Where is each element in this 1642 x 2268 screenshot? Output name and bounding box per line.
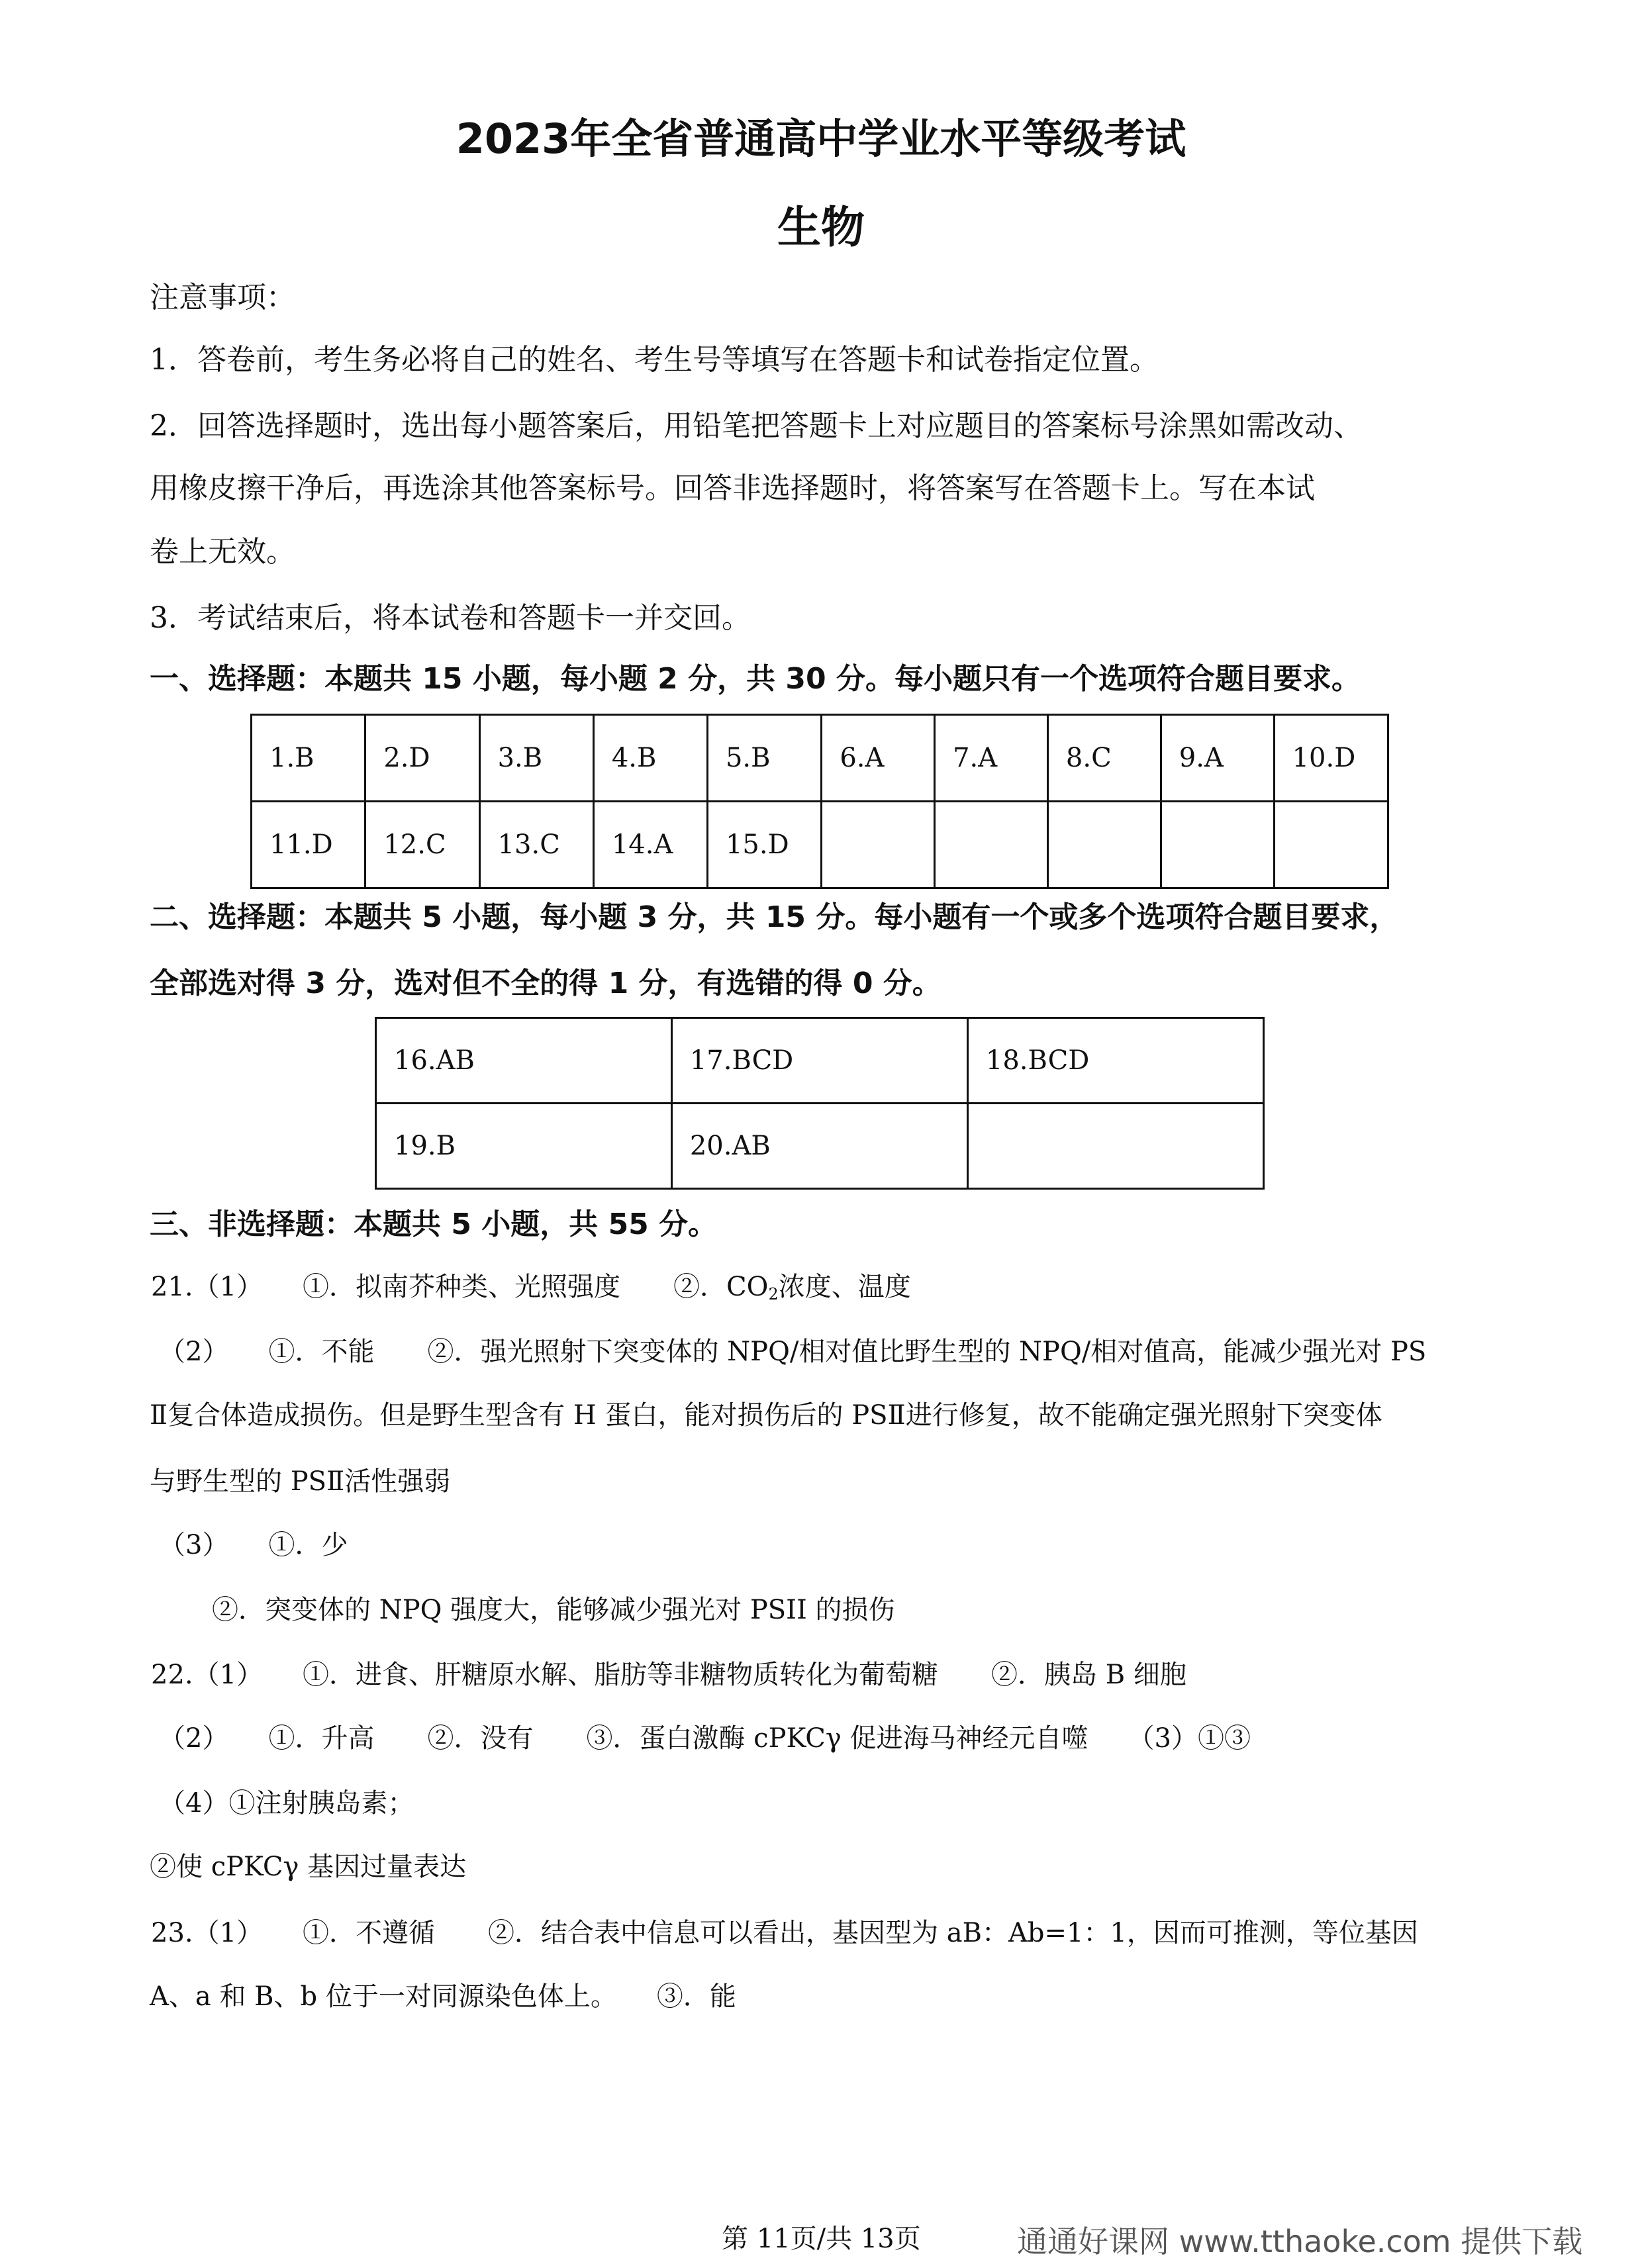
answer-cell: 7.A bbox=[935, 715, 1048, 802]
answer-cell bbox=[1274, 802, 1388, 888]
answer-21-2-line-1: （2） ①．不能 ②．强光照射下突变体的 NPQ/相对值比野生型的 NPQ/相对值高，能减少强光对 PS bbox=[159, 1337, 1427, 1367]
notice-item-2-line-3: 卷上无效。 bbox=[150, 535, 295, 569]
answer-cell: 5.B bbox=[707, 715, 821, 802]
watermark-text: 通通好课网 www.tthaoke.com 提供下载 bbox=[1017, 2224, 1583, 2259]
answer-cell: 4.B bbox=[593, 715, 707, 802]
table-row bbox=[252, 715, 1388, 802]
notice-heading: 注意事项： bbox=[150, 281, 295, 314]
answer-cell bbox=[822, 802, 935, 888]
answer-22-4-a: （4）①注射胰岛素； bbox=[159, 1788, 414, 1819]
answer-22-2: （2） ①．升高 ②．没有 ③．蛋白激酶 cPKCγ 促进海马神经元自噬 （3）①③ bbox=[159, 1723, 1251, 1754]
answer-23-line-2: A、a 和 B、b 位于一对同源染色体上。 ③．能 bbox=[150, 1981, 736, 2012]
answer-cell: 8.C bbox=[1047, 715, 1161, 802]
notice-item-2-line-1: 2．回答选择题时，选出每小题答案后，用铅笔把答题卡上对应题目的答案标号涂黑如需改动、 bbox=[150, 409, 1363, 443]
answer-cell: 19.B bbox=[376, 1104, 672, 1189]
section-2-heading-line-2: 全部选对得 3 分，选对但不全的得 1 分，有选错的得 0 分。 bbox=[150, 967, 942, 1000]
answer-cell bbox=[967, 1104, 1263, 1189]
answer-cell: 11.D bbox=[252, 802, 365, 888]
answer-cell: 20.AB bbox=[671, 1104, 967, 1189]
exam-title: 2023年全省普通高中学业水平等级考试 bbox=[456, 115, 1186, 163]
table-row bbox=[376, 1018, 1264, 1104]
answer-cell: 2.D bbox=[365, 715, 479, 802]
answer-cell: 13.C bbox=[479, 802, 593, 888]
answer-cell: 1.B bbox=[252, 715, 365, 802]
section-2-heading-line-1: 二、选择题：本题共 5 小题，每小题 3 分，共 15 分。每小题有一个或多个选项符合题目要求， bbox=[150, 900, 1399, 934]
co2-subscript: 2 bbox=[768, 1285, 779, 1303]
table-row bbox=[376, 1104, 1264, 1189]
table-row bbox=[252, 802, 1388, 888]
notice-item-1: 1．答卷前，考生务必将自己的姓名、考生号等填写在答题卡和试卷指定位置。 bbox=[150, 343, 1159, 377]
notice-item-3: 3．考试结束后，将本试卷和答题卡一并交回。 bbox=[150, 601, 751, 635]
answer-cell bbox=[1161, 802, 1274, 888]
notice-item-2-line-2: 用橡皮擦干净后，再选涂其他答案标号。回答非选择题时，将答案写在答题卡上。写在本试 bbox=[150, 471, 1315, 505]
answer-cell: 14.A bbox=[593, 802, 707, 888]
answer-cell: 16.AB bbox=[376, 1018, 672, 1104]
answer-cell: 6.A bbox=[822, 715, 935, 802]
answer-22-1: 22.（1） ①．进食、肝糖原水解、脂肪等非糖物质转化为葡萄糖 ②．胰岛 B 细胞 bbox=[151, 1660, 1186, 1690]
answer-cell: 9.A bbox=[1161, 715, 1274, 802]
answer-21-2-line-3: 与野生型的 PSⅡ活性强弱 bbox=[150, 1466, 451, 1497]
section-1-heading: 一、选择题：本题共 15 小题，每小题 2 分，共 30 分。每小题只有一个选项符合题目要求。 bbox=[150, 662, 1361, 696]
page-number: 第 11页/共 13页 bbox=[722, 2224, 921, 2254]
answer-cell: 18.BCD bbox=[967, 1018, 1263, 1104]
answer-21-2-line-2: Ⅱ复合体造成损伤。但是野生型含有 H 蛋白，能对损伤后的 PSⅡ进行修复，故不能确定强光照射下突变体 bbox=[150, 1400, 1382, 1431]
answer-cell bbox=[935, 802, 1048, 888]
answer-21-1-text-b: 浓度、温度 bbox=[778, 1272, 911, 1302]
choice-answer-table-1 bbox=[250, 714, 1389, 889]
answer-cell bbox=[1047, 802, 1161, 888]
answer-23-line-1: 23.（1） ①．不遵循 ②．结合表中信息可以看出，基因型为 aB：Ab=1：1，因而可推测，等位基因 bbox=[151, 1918, 1418, 1948]
section-3-heading: 三、非选择题：本题共 5 小题，共 55 分。 bbox=[150, 1207, 718, 1241]
answer-cell: 10.D bbox=[1274, 715, 1388, 802]
answer-cell: 17.BCD bbox=[671, 1018, 967, 1104]
answer-22-4-b: ②使 cPKCγ 基因过量表达 bbox=[150, 1852, 467, 1882]
answer-21-3-b: ②．突变体的 NPQ 强度大，能够减少强光对 PSII 的损伤 bbox=[212, 1595, 895, 1625]
answer-cell: 12.C bbox=[365, 802, 479, 888]
answer-cell: 3.B bbox=[479, 715, 593, 802]
answer-21-1 bbox=[151, 1274, 911, 1302]
answer-21-1-text-a: 21.（1） ①．拟南芥种类、光照强度 ②．CO bbox=[151, 1272, 769, 1302]
choice-answer-table-2 bbox=[375, 1017, 1265, 1190]
answer-21-3-a: （3） ①．少 bbox=[159, 1530, 348, 1560]
subject-title: 生物 bbox=[777, 202, 865, 253]
answer-cell: 15.D bbox=[707, 802, 821, 888]
